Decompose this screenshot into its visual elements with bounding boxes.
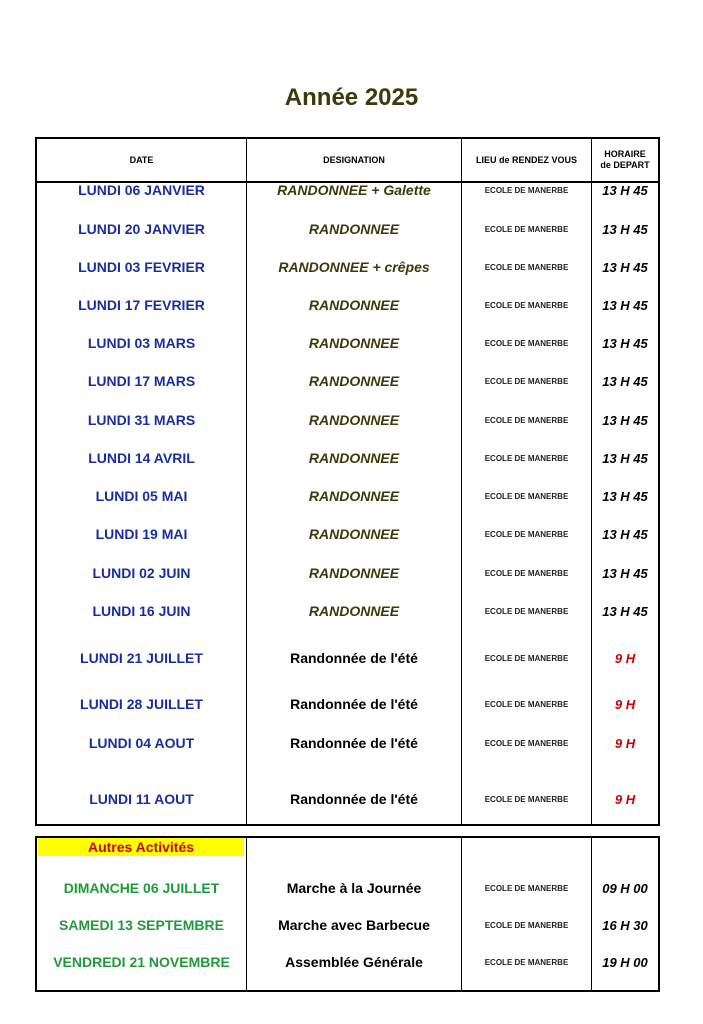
row-horaire: 19 H 00 (602, 954, 648, 970)
row-lieu: ECOLE DE MANERBE (484, 224, 569, 234)
row-designation: RANDONNEE (308, 603, 400, 619)
row-date: LUNDI 20 JANVIER (78, 221, 205, 237)
row-lieu: ECOLE DE MANERBE (484, 883, 569, 893)
row-designation: RANDONNEE + Galette (277, 182, 431, 198)
row-designation: Randonnée de l'été (290, 735, 418, 751)
table-row (37, 253, 658, 281)
row-horaire: 9 H (614, 696, 636, 712)
header-horaire (592, 139, 658, 181)
table-row (37, 785, 658, 813)
row-designation: Marche avec Barbecue (278, 917, 430, 933)
header-lieu: LIEU de RENDEZ VOUS (475, 154, 577, 165)
row-date: LUNDI 17 MARS (87, 373, 196, 389)
row-designation: RANDONNEE (308, 450, 400, 466)
table-row (37, 520, 658, 548)
row-designation: Randonnée de l'été (290, 696, 418, 712)
row-designation: Randonnée de l'été (290, 650, 418, 666)
row-date: LUNDI 11 AOUT (89, 791, 194, 807)
row-date: LUNDI 02 JUIN (92, 565, 191, 581)
other-activities-label: Autres Activités (38, 838, 244, 856)
row-horaire: 9 H (614, 791, 636, 807)
row-date: LUNDI 06 JANVIER (78, 182, 205, 198)
row-lieu: ECOLE DE MANERBE (484, 529, 569, 539)
row-date: LUNDI 31 MARS (87, 412, 196, 428)
row-date: LUNDI 28 JUILLET (80, 696, 203, 712)
row-date: DIMANCHE 06 JUILLET (63, 880, 220, 896)
row-lieu: ECOLE DE MANERBE (484, 653, 569, 663)
row-horaire: 13 H 45 (602, 488, 648, 504)
table-row (37, 729, 658, 757)
row-horaire: 13 H 45 (602, 603, 648, 619)
row-lieu: ECOLE DE MANERBE (484, 606, 569, 616)
row-lieu: ECOLE DE MANERBE (484, 300, 569, 310)
table-row (37, 690, 658, 718)
row-lieu: ECOLE DE MANERBE (484, 415, 569, 425)
row-designation: RANDONNEE (308, 221, 400, 237)
row-lieu: ECOLE DE MANERBE (484, 794, 569, 804)
row-lieu: ECOLE DE MANERBE (484, 738, 569, 748)
table-row (37, 329, 658, 357)
row-date: LUNDI 04 AOUT (88, 735, 195, 751)
row-designation: Marche à la Journée (286, 880, 422, 896)
row-date: LUNDI 03 FEVRIER (78, 259, 205, 275)
table-row (37, 291, 658, 319)
row-horaire: 13 H 45 (602, 335, 648, 351)
row-date: LUNDI 21 JUILLET (80, 650, 203, 666)
row-lieu: ECOLE DE MANERBE (484, 338, 569, 348)
row-horaire: 9 H (614, 650, 636, 666)
row-designation: RANDONNEE (308, 373, 400, 389)
row-horaire: 13 H 45 (602, 412, 648, 428)
row-date: LUNDI 16 JUIN (92, 603, 191, 619)
table-row (37, 597, 658, 625)
row-lieu: ECOLE DE MANERBE (484, 262, 569, 272)
row-lieu: ECOLE DE MANERBE (484, 920, 569, 930)
table-row (37, 644, 658, 672)
row-lieu: ECOLE DE MANERBE (484, 453, 569, 463)
row-lieu: ECOLE DE MANERBE (484, 568, 569, 578)
table-row (37, 911, 658, 939)
row-designation: RANDONNEE (308, 412, 400, 428)
row-horaire: 9 H (614, 735, 636, 751)
row-date: LUNDI 03 MARS (87, 335, 196, 351)
row-horaire: 13 H 45 (602, 373, 648, 389)
table-row (37, 482, 658, 510)
row-date: VENDREDI 21 NOVEMBRE (53, 954, 230, 970)
row-horaire: 13 H 45 (602, 182, 648, 198)
schedule-table (35, 137, 660, 826)
table-row (37, 406, 658, 434)
header-horaire-line2: de DEPART (600, 160, 650, 170)
row-horaire: 13 H 45 (602, 297, 648, 313)
table-row (37, 444, 658, 472)
header-designation: DESIGNATION (323, 154, 385, 165)
row-date: LUNDI 19 MAI (95, 526, 188, 542)
row-designation: Assemblée Générale (285, 954, 423, 970)
row-designation: RANDONNEE (308, 335, 400, 351)
row-designation: RANDONNEE (308, 526, 400, 542)
row-horaire: 16 H 30 (602, 917, 648, 933)
header-date: DATE (129, 154, 154, 165)
row-horaire: 09 H 00 (602, 880, 648, 896)
table-row (37, 176, 658, 204)
row-date: LUNDI 14 AVRIL (88, 450, 195, 466)
row-horaire: 13 H 45 (602, 526, 648, 542)
other-activities-table (35, 836, 660, 992)
row-designation: Randonnée de l'été (290, 791, 418, 807)
table-row (37, 874, 658, 902)
row-lieu: ECOLE DE MANERBE (484, 957, 569, 967)
page-title: Année 2025 (284, 84, 419, 111)
row-lieu: ECOLE DE MANERBE (484, 491, 569, 501)
header-horaire-line1: HORAIRE (604, 149, 646, 159)
row-horaire: 13 H 45 (602, 221, 648, 237)
table-row (37, 948, 658, 976)
row-date: LUNDI 17 FEVRIER (78, 297, 205, 313)
row-designation: RANDONNEE (308, 488, 400, 504)
table-row (37, 559, 658, 587)
row-designation: RANDONNEE + crêpes (278, 259, 430, 275)
row-lieu: ECOLE DE MANERBE (484, 376, 569, 386)
row-date: SAMEDI 13 SEPTEMBRE (59, 917, 224, 933)
table-row (37, 367, 658, 395)
row-designation: RANDONNEE (308, 297, 400, 313)
row-horaire: 13 H 45 (602, 259, 648, 275)
table-row (37, 215, 658, 243)
row-designation: RANDONNEE (308, 565, 400, 581)
row-lieu: ECOLE DE MANERBE (484, 185, 569, 195)
row-lieu: ECOLE DE MANERBE (484, 699, 569, 709)
row-horaire: 13 H 45 (602, 450, 648, 466)
row-horaire: 13 H 45 (602, 565, 648, 581)
row-date: LUNDI 05 MAI (95, 488, 188, 504)
